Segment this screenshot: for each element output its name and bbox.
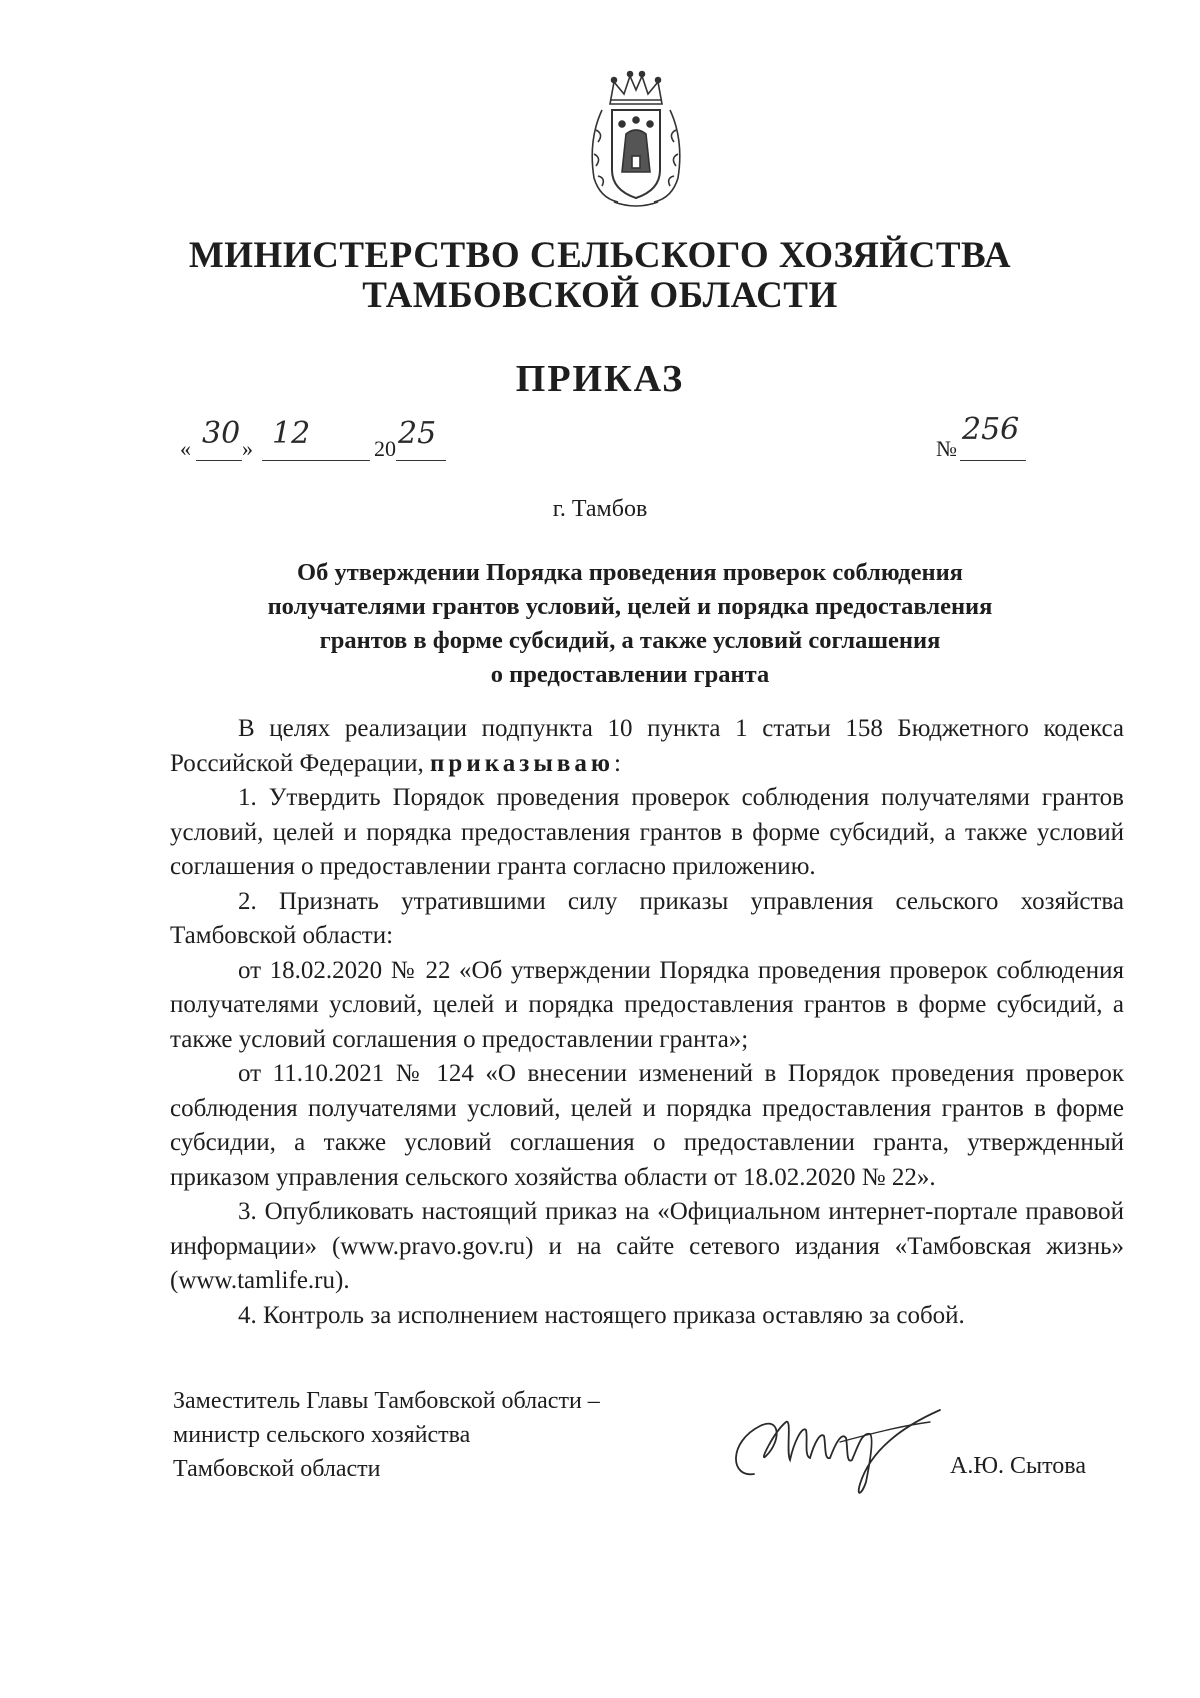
item-2-order-b: от 11.10.2021 № 124 «О внесении изменений в Порядок проведения проверок соблюдения получателями условий, целей и порядка предоставления грантов в форме субсидии, а также условий соглашения о предоставлении гранта, утвержденный приказом управления сельского хозяйства области от 18.02.2020 № 22». (170, 1060, 1124, 1191)
item-4: 4. Контроль за исполнением настоящего приказа оставляю за собой. (238, 1301, 965, 1329)
item-1: 1. Утвердить Порядок проведения проверок соблюдения получателями грантов условий, целей и порядка предоставления грантов в форме субсидий, а также условий соглашения о предоставлении гранта согласно приложению. (170, 784, 1124, 880)
date-year-prefix: 20 (374, 436, 396, 461)
position-line: министр сельского хозяйства (173, 1422, 471, 1448)
position-line: Заместитель Главы Тамбовской области – (173, 1388, 600, 1414)
number-underline (960, 460, 1026, 461)
document-subject (170, 556, 1090, 692)
date-day-underline (196, 460, 242, 461)
date-close-quote: » (242, 436, 253, 461)
intro-paragraph (170, 712, 1124, 781)
subject-line: о предоставлении гранта (490, 661, 770, 688)
date-year-suffix: 25 (398, 416, 437, 451)
order-colon: : (613, 749, 621, 777)
city-name: г. Тамбов (552, 496, 648, 522)
handwritten-signature (720, 1382, 960, 1502)
date-number-row (180, 412, 1080, 466)
position-line: Тамбовской области (173, 1456, 381, 1482)
number-label: № (936, 436, 957, 461)
date-day: 30 (202, 416, 241, 451)
intro-text: В целях реализации подпункта 10 пункта 1 статьи 158 Бюджетного кодекса Российской Федерации, (170, 715, 1124, 777)
date-month-underline (262, 460, 370, 461)
document-number: 256 (962, 412, 1020, 447)
date-open-quote: « (180, 436, 191, 461)
document-type-title: ПРИКАЗ (515, 358, 685, 400)
item-2: 2. Признать утратившими силу приказы управления сельского хозяйства Тамбовской области: (170, 887, 1124, 949)
date-year-underline (396, 460, 446, 461)
ministry-name-line1: МИНИСТЕРСТВО СЕЛЬСКОГО ХОЗЯЙСТВА (188, 235, 1012, 276)
subject-line: грантов в форме субсидий, а также условий соглашения (319, 627, 941, 654)
coat-of-arms-emblem (580, 70, 692, 212)
signer-name: А.Ю. Сытова (950, 1453, 1086, 1479)
document-body (170, 712, 1124, 1333)
order-word: приказываю (430, 749, 614, 777)
subject-line: получателями грантов условий, целей и порядка предоставления (267, 593, 993, 620)
ministry-name-line2: ТАМБОВСКОЙ ОБЛАСТИ (362, 275, 838, 316)
item-3: 3. Опубликовать настоящий приказ на «Официальном интернет-портале правовой информации» (www.pravo.gov.ru) и на сайте сетевого издания «Тамбовская жизнь» (www.tamlife.ru). (170, 1198, 1124, 1294)
item-2-order-a: от 18.02.2020 № 22 «Об утверждении Порядка проведения проверок соблюдения получателями условий, целей и порядка предоставления грантов в форме субсидий, а также условий соглашения о предоставлении гранта»; (170, 956, 1124, 1053)
signatory-position (173, 1384, 693, 1486)
date-month: 12 (272, 416, 311, 451)
subject-line: Об утверждении Порядка проведения проверок соблюдения (297, 559, 963, 586)
